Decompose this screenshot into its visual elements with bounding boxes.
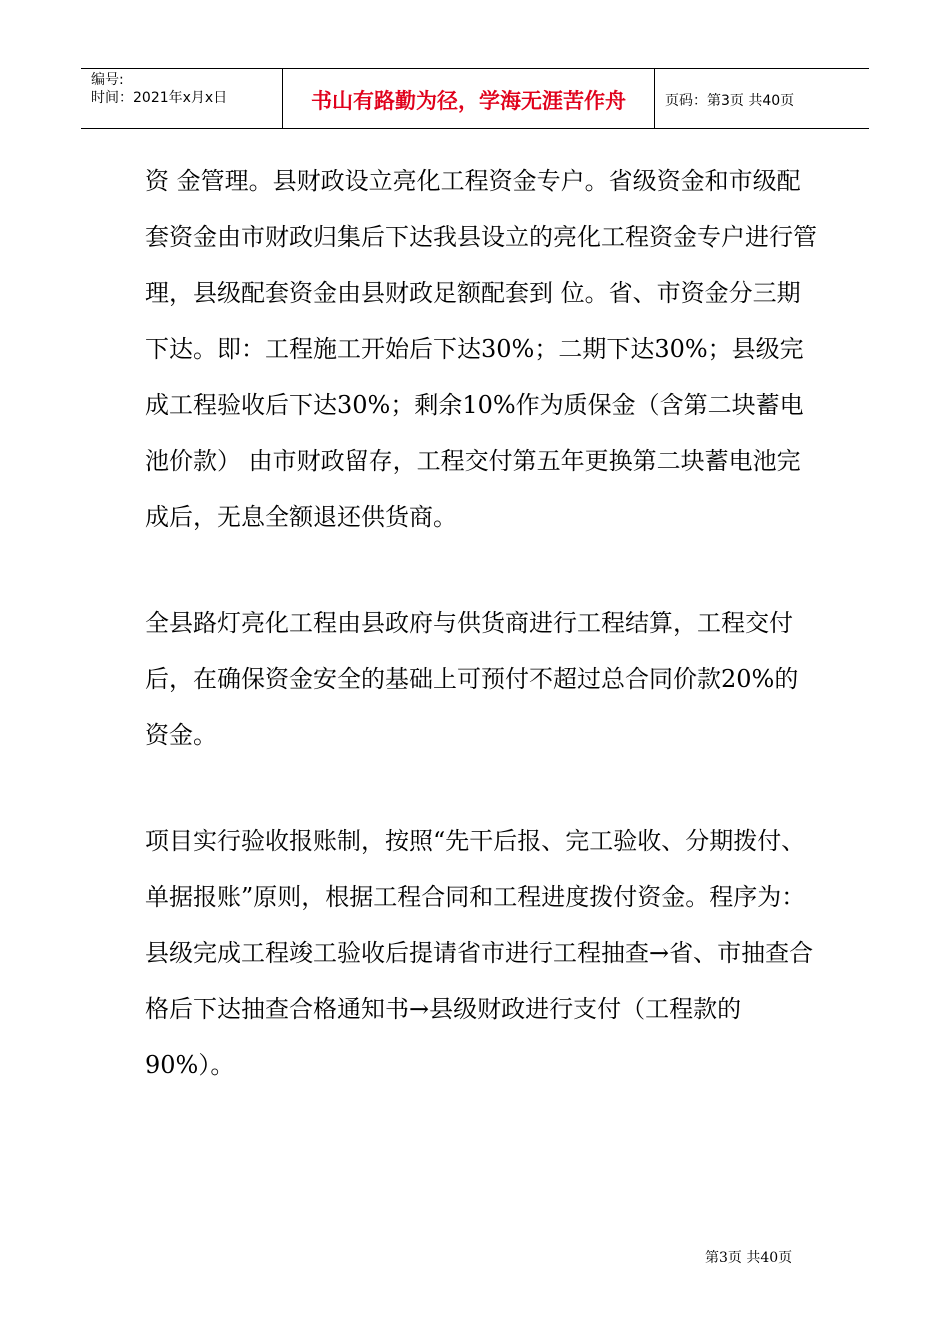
header-meta — [81, 69, 282, 128]
page-header — [81, 68, 869, 129]
paragraph-settlement: 全县路灯亮化工程由县政府与供货商进行工程结算，工程交付后，在确保资金安全的基础上可预付不超过总合同价款20%的资金。 — [145, 609, 799, 749]
page-footer: 第3页 共40页 — [705, 1250, 793, 1266]
paragraph-acceptance-procedure: 项目实行验收报账制，按照“先干后报、完工验收、分期拨付、单据报账”原则，根据工程合同和工程进度拨付资金。程序为：县级完成工程竣工验收后提请省市进行工程抽查→省、市抽查合格后下达抽查合格通知书→县级财政进行支付（工程款的90%）。 — [145, 827, 814, 1079]
header-motto: 书山有路勤为径，学海无涯苦作舟 — [282, 69, 655, 128]
document-date: 时间：2021年x月x日 — [91, 90, 228, 106]
paragraph-fund-management: 资 金管理。县财政设立亮化工程资金专户。省级资金和市级配套资金由市财政归集后下达我县设立的亮化工程资金专户进行管理，县级配套资金由县财政足额配套到 位。省、市资金分三期下达。即：工程施工开始后下达30%；二期下达30%；县级完成工程验收后下达30%；剩余10%作为质保金（含第二块蓄电池价款） 由市财政留存，工程交付第五年更换第二块蓄电池完成后，无息全额退还供货商。 — [145, 167, 817, 531]
document-number-label: 编号: — [91, 72, 124, 88]
document-body — [145, 153, 817, 1093]
header-page-number: 页码：第3页 共40页 — [665, 92, 795, 109]
